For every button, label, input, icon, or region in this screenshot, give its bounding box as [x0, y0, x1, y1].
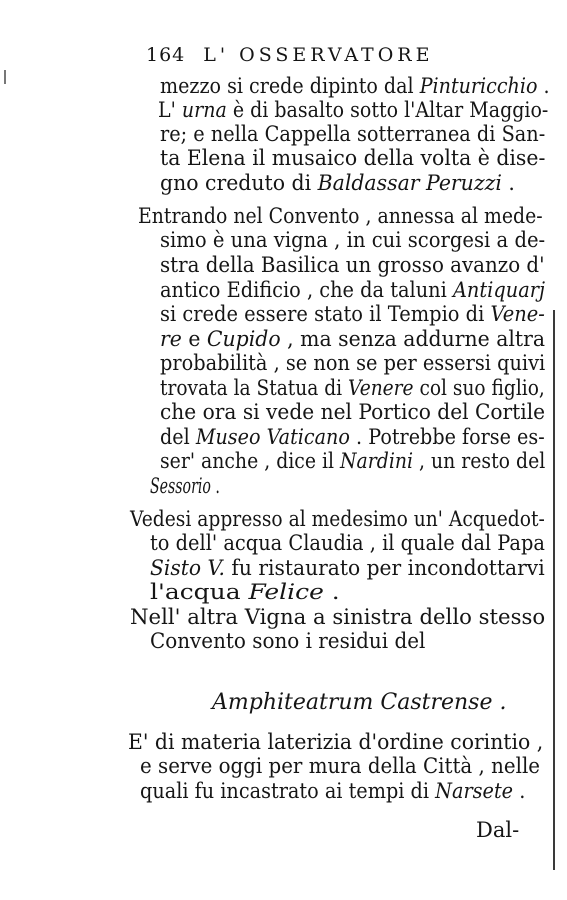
- text-run: è di basalto sotto l'Altar Maggio-: [226, 98, 549, 122]
- italic-run: Vene-: [490, 302, 545, 326]
- text-run: mezzo si crede dipinto dal: [160, 74, 420, 98]
- running-header: [146, 44, 433, 66]
- text-run: e: [181, 327, 207, 351]
- text-run: E' di materia laterizia d'ordine corintio ,: [128, 730, 544, 754]
- text-run: to dell' acqua Claudia , il quale dal Papa: [150, 531, 545, 555]
- text-run: si crede essere stato il Tempio di: [160, 302, 491, 326]
- text-run: trovata la Statua di: [160, 376, 348, 400]
- text-run: , un resto del: [413, 449, 546, 473]
- running-title: L' OSSERVATORE: [203, 44, 434, 66]
- text-line: [160, 253, 545, 277]
- text-run: l'acqua: [150, 580, 249, 604]
- text-line: [160, 449, 545, 473]
- text-run: fu ristaurato per incondottarvi: [224, 556, 545, 580]
- text-run: stra della Basilica un grosso avanzo d': [160, 253, 545, 277]
- text-run: re; e nella Cappella sotterranea di San-: [160, 122, 546, 146]
- text-run: gno creduto di: [160, 171, 318, 195]
- section-heading: Amphiteatrum Castrense .: [212, 690, 507, 715]
- text-run: .: [501, 171, 515, 195]
- text-line: [160, 74, 550, 98]
- text-run: Convento sono i residui del: [150, 629, 426, 653]
- text-line: [130, 605, 545, 629]
- text-run: .: [323, 580, 340, 604]
- text-line: [160, 425, 545, 449]
- text-line: [160, 146, 545, 170]
- text-line: [130, 507, 545, 531]
- italic-run: urna: [181, 98, 227, 122]
- italic-run: Baldassar Peruzzi: [317, 171, 502, 195]
- text-line: [160, 122, 545, 146]
- text-line: [160, 400, 545, 424]
- text-line: [158, 98, 548, 122]
- text-run: Nell' altra Vigna a sinistra dello stesso: [130, 605, 546, 629]
- text-run: Entrando nel Convento , annessa al mede-: [138, 204, 543, 228]
- text-run: antico Edificio , che da taluni: [160, 278, 453, 302]
- text-line: [160, 228, 545, 252]
- text-run: e serve oggi per mura della Città , nelle: [140, 754, 541, 778]
- italic-run: Antiquarj: [452, 278, 545, 302]
- text-line: [138, 204, 543, 228]
- text-run: probabilità , se non se per essersi quivi: [160, 351, 546, 375]
- text-run: ser' anche , dice il: [160, 449, 341, 473]
- text-line: [140, 779, 525, 803]
- italic-run: Sisto V.: [150, 556, 225, 580]
- text-line: [160, 351, 545, 375]
- text-line: [150, 474, 220, 498]
- text-line: [160, 171, 515, 195]
- italic-run: Sessorio: [150, 474, 211, 498]
- italic-run: Museo Vaticano: [195, 425, 350, 449]
- italic-run: Cupido: [206, 327, 281, 351]
- catchword: Dal-: [476, 818, 520, 842]
- page-number: 164: [146, 44, 186, 66]
- text-run: .: [210, 474, 220, 498]
- text-line: [160, 327, 545, 351]
- text-run: .: [537, 74, 550, 98]
- italic-run: Felice: [248, 580, 324, 604]
- text-line: [160, 302, 545, 326]
- text-run: del: [160, 425, 196, 449]
- italic-run: Pinturicchio: [419, 74, 538, 98]
- text-line: [160, 278, 545, 302]
- text-run: , ma senza addurne altra: [280, 327, 546, 351]
- text-run: simo è una vigna , in cui scorgesi a de-: [160, 228, 546, 252]
- italic-run: Nardini: [340, 449, 414, 473]
- text-line: [140, 754, 540, 778]
- text-run: ta Elena il musaico della volta è dise-: [160, 146, 546, 170]
- text-run: che ora si vede nel Portico del Cortile: [160, 400, 546, 424]
- text-run: L': [158, 98, 182, 122]
- text-run: . Potrebbe forse es-: [349, 425, 545, 449]
- text-run: col suo figlio,: [413, 376, 545, 400]
- page-edge-shadow: [553, 310, 555, 870]
- text-line: [150, 629, 425, 653]
- italic-run: Venere: [347, 376, 414, 400]
- text-line: [150, 580, 340, 604]
- text-run: quali fu incastrato ai tempi di: [140, 779, 436, 803]
- italic-run: re: [160, 327, 182, 351]
- text-line: [150, 556, 545, 580]
- italic-run: Narsete: [435, 779, 514, 803]
- text-line: [160, 376, 545, 400]
- text-line: [150, 531, 545, 555]
- text-run: Vedesi appresso al medesimo un' Acquedot-: [130, 507, 545, 531]
- text-run: .: [513, 779, 526, 803]
- margin-mark: [4, 70, 6, 84]
- text-line: [128, 730, 543, 754]
